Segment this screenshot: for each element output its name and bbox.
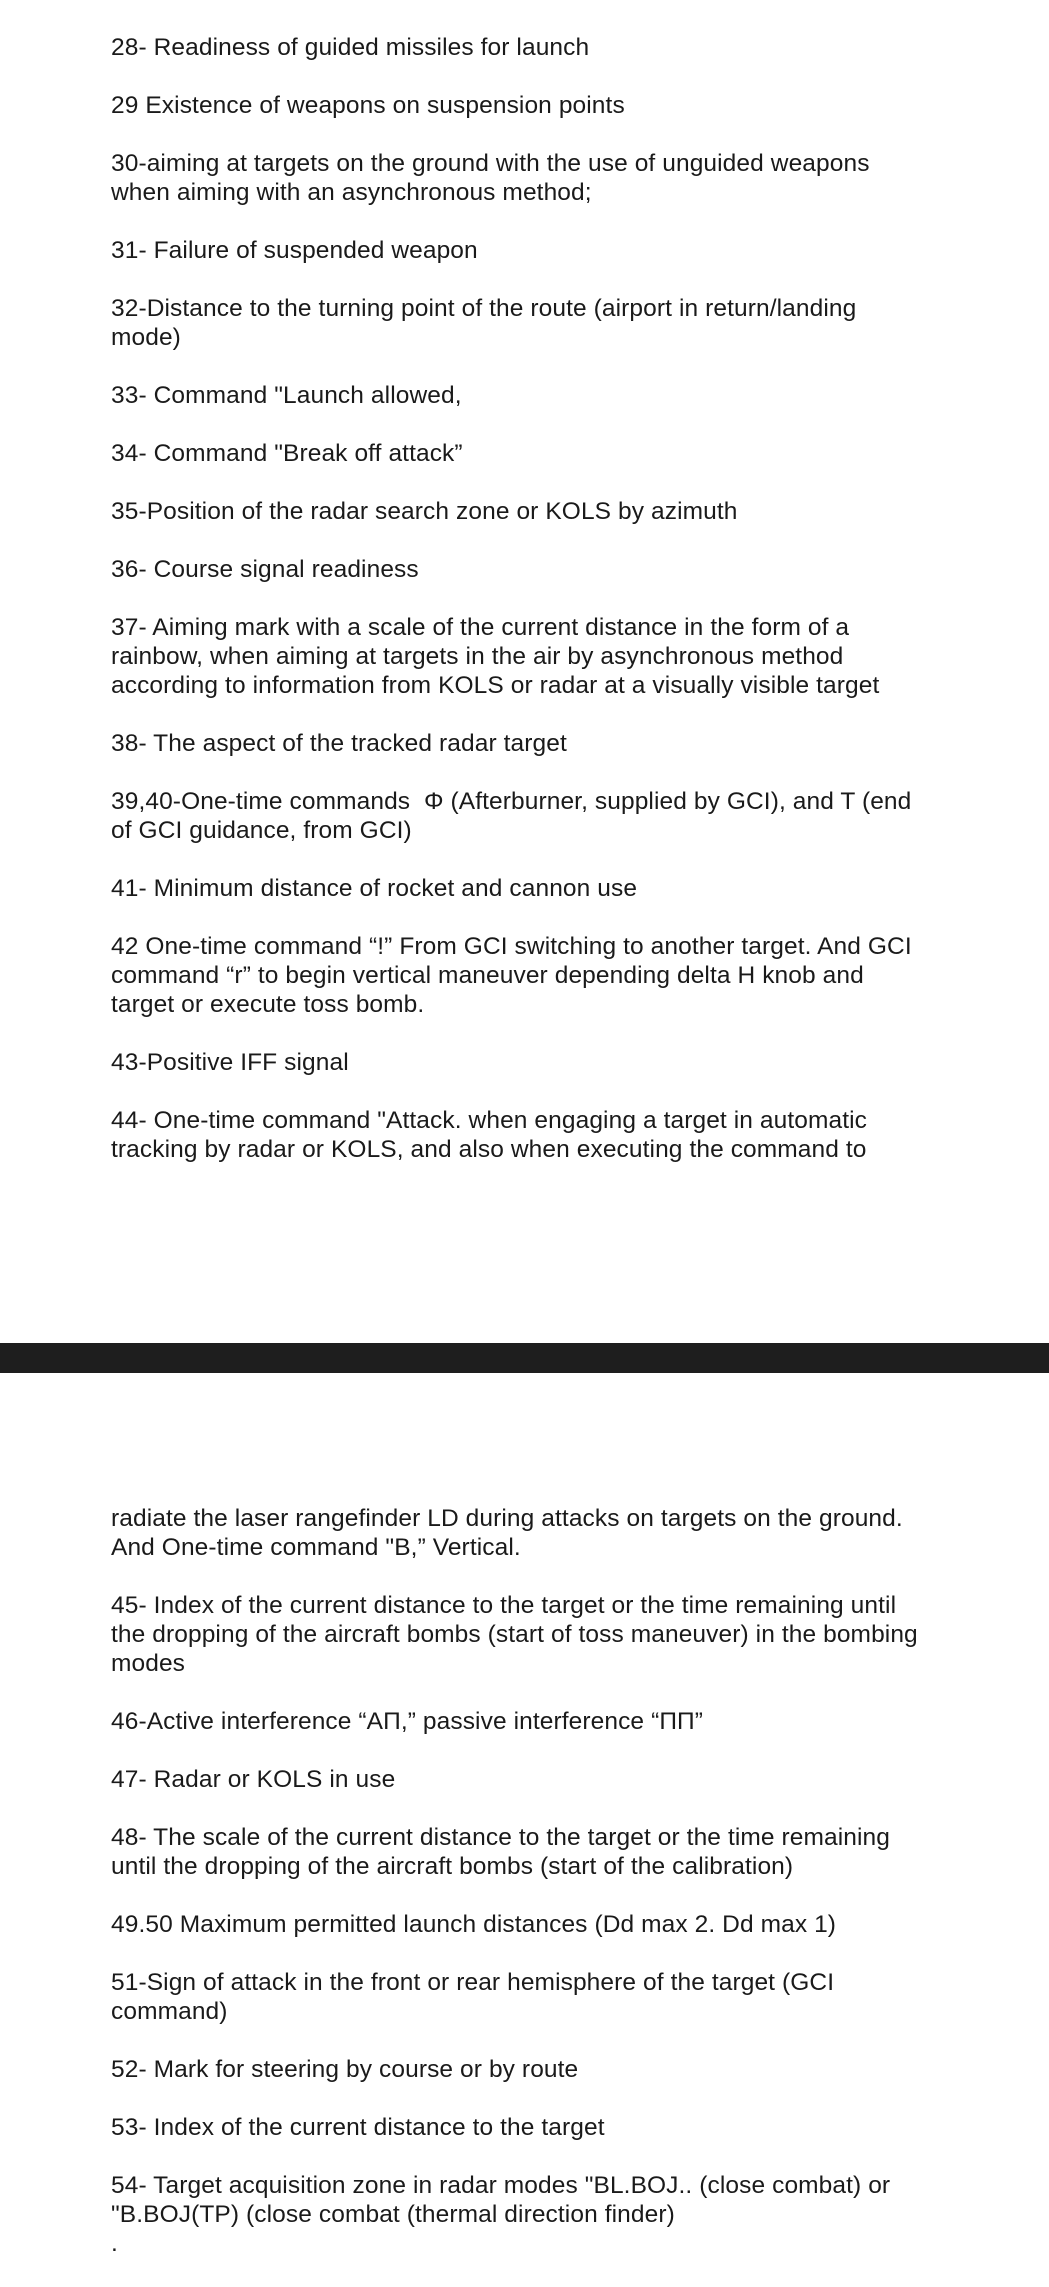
list-item: 32-Distance to the turning point of the route (airport in return/landing mode) bbox=[111, 295, 857, 351]
list-item: 54- Target acquisition zone in radar modes "BL.BOJ.. (close combat) or "B.BOJ(TP) (close combat (thermal direction finder) . bbox=[111, 2172, 891, 2257]
list-item: 42 One-time command “!” From GCI switching to another target. And GCI command “r” to begin vertical maneuver depending delta H knob and target or execute toss bomb. bbox=[111, 933, 912, 1018]
list-item: 43-Positive IFF signal bbox=[111, 1049, 349, 1076]
list-item: 45- Index of the current distance to the target or the time remaining until the dropping of the aircraft bombs (start of toss maneuver) in the bombing modes bbox=[111, 1592, 918, 1677]
page-divider bbox=[0, 1343, 1049, 1373]
list-item: 34- Command "Break off attack” bbox=[111, 440, 463, 467]
list-item: 53- Index of the current distance to the target bbox=[111, 2114, 605, 2141]
list-item: 46-Active interference “AП,” passive interference “ПП” bbox=[111, 1708, 703, 1735]
list-item: 35-Position of the radar search zone or KOLS by azimuth bbox=[111, 498, 738, 525]
document-page-top bbox=[0, 33, 1049, 1193]
list-item: 51-Sign of attack in the front or rear hemisphere of the target (GCI command) bbox=[111, 1969, 835, 2025]
list-item: 52- Mark for steering by course or by route bbox=[111, 2056, 579, 2083]
list-item: 30-aiming at targets on the ground with the use of unguided weapons when aiming with an asynchronous method; bbox=[111, 150, 870, 206]
list-item: 44- One-time command "Attack. when engaging a target in automatic tracking by radar or KOLS, and also when executing the command to bbox=[111, 1107, 868, 1163]
list-item: 31- Failure of suspended weapon bbox=[111, 237, 478, 264]
list-item: 37- Aiming mark with a scale of the current distance in the form of a rainbow, when aiming at targets in the air by asynchronous method according to information from KOLS or radar at a visually visible target bbox=[111, 614, 880, 699]
list-item: 48- The scale of the current distance to the target or the time remaining until the dropping of the aircraft bombs (start of the calibration) bbox=[111, 1824, 891, 1880]
list-item: 47- Radar or KOLS in use bbox=[111, 1766, 396, 1793]
document-page-bottom bbox=[0, 1504, 1049, 2287]
list-item: 33- Command "Launch allowed, bbox=[111, 382, 462, 409]
list-item: 49.50 Maximum permitted launch distances (Dd max 2. Dd max 1) bbox=[111, 1911, 837, 1938]
list-item: 41- Minimum distance of rocket and cannon use bbox=[111, 875, 638, 902]
list-item: 39,40-One-time commands Φ (Afterburner, supplied by GCI), and T (end of GCI guidance, from GCI) bbox=[111, 788, 912, 844]
list-item: radiate the laser rangefinder LD during attacks on targets on the ground. And One-time command "B,” Vertical. bbox=[111, 1505, 903, 1561]
list-item: 29 Existence of weapons on suspension points bbox=[111, 92, 625, 119]
list-item: 28- Readiness of guided missiles for launch bbox=[111, 34, 590, 61]
list-item: 38- The aspect of the tracked radar target bbox=[111, 730, 567, 757]
list-item: 36- Course signal readiness bbox=[111, 556, 419, 583]
